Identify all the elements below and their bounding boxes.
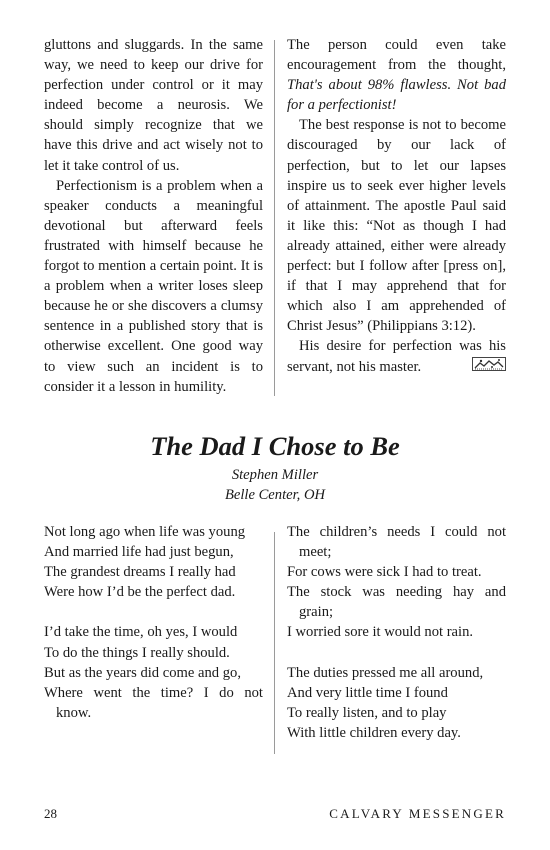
article-column-right bbox=[287, 35, 506, 377]
article-paragraph: gluttons and sluggards. In the same way, we need to keep our drive for perfection under control or it may indeed become a neurosis. We should simply recognize that we have this drive and act wisely not to let it take control of us. bbox=[44, 37, 263, 174]
poem-line: Were how I’d be the perfect dad. bbox=[44, 584, 236, 601]
poem-column-left bbox=[44, 522, 263, 723]
poem-line: I’d take the time, oh yes, I would bbox=[44, 624, 238, 641]
poem-line: But as the years did come and go, bbox=[44, 664, 241, 681]
publication-title: CALVARY MESSENGER bbox=[329, 806, 506, 821]
poem-line: To really listen, and to play bbox=[287, 704, 447, 721]
poem-author: Stephen Miller bbox=[231, 467, 319, 483]
page-number: 28 bbox=[44, 806, 57, 821]
article-paragraph bbox=[287, 35, 506, 115]
article-column-left bbox=[44, 35, 263, 397]
poem-line: And married life had just begun, bbox=[44, 544, 234, 561]
article-paragraph-final bbox=[287, 336, 506, 376]
poem-line: I worried sore it would not rain. bbox=[287, 624, 474, 641]
poem-line-continuation: know. bbox=[56, 704, 92, 721]
stanza-break bbox=[44, 602, 263, 622]
article-paragraph: Perfectionism is a problem when a speaker conducts a meaningful devotional but afterward feels frustrated with himself because he forgot to mention a certain point. It is a problem when a writer loses sleep because he or she discovers a clumsy sentence in a published story that is otherwise excellent. One good way to view such an incident is to consider it a lesson in humility. bbox=[44, 177, 263, 395]
stanza-break bbox=[287, 643, 506, 663]
column-divider bbox=[274, 40, 275, 396]
article-italic-text: That's about 98% flawless. Not bad for a perfectionist! bbox=[287, 77, 506, 114]
article-paragraph: The best response is not to become discouraged by our lack of perfection, but to let our lapses inspire us to seek ever higher levels of attainment. The apostle Paul said it like this: “Not as though I had already attained, either were already perfect: but I follow after [press on], if that I may apprehend that for which also I am apprehended of Christ Jesus” (Philippians 3:12). bbox=[287, 117, 506, 335]
poem-line: With little children every day. bbox=[287, 724, 461, 741]
poem-line: The children’s needs I could not bbox=[287, 524, 506, 540]
poem-line: Not long ago when life was young bbox=[44, 524, 246, 540]
poem-line: To do the things I really should. bbox=[44, 644, 230, 661]
poem-line-continuation: meet; bbox=[299, 544, 332, 561]
poem-line: The duties pressed me all around, bbox=[287, 664, 484, 681]
poem-title: The Dad I Chose to Be bbox=[150, 431, 400, 461]
poem-column-right bbox=[287, 522, 506, 743]
column-divider bbox=[274, 532, 275, 754]
poem-line: The grandest dreams I really had bbox=[44, 564, 236, 581]
poem-line: The stock was needing hay and bbox=[287, 584, 506, 601]
poem-line: Where went the time? I do not bbox=[44, 684, 263, 701]
poem-line: And very little time I found bbox=[287, 684, 448, 701]
poem-location: Belle Center, OH bbox=[224, 487, 326, 503]
poem-line: For cows were sick I had to treat. bbox=[287, 564, 482, 581]
article-text: His desire for perfection was his servant, not his master. bbox=[287, 338, 506, 375]
end-of-article-icon bbox=[472, 357, 506, 371]
article-text: The person could even take encouragement from the thought, bbox=[287, 37, 506, 74]
poem-line-continuation: grain; bbox=[299, 604, 334, 621]
